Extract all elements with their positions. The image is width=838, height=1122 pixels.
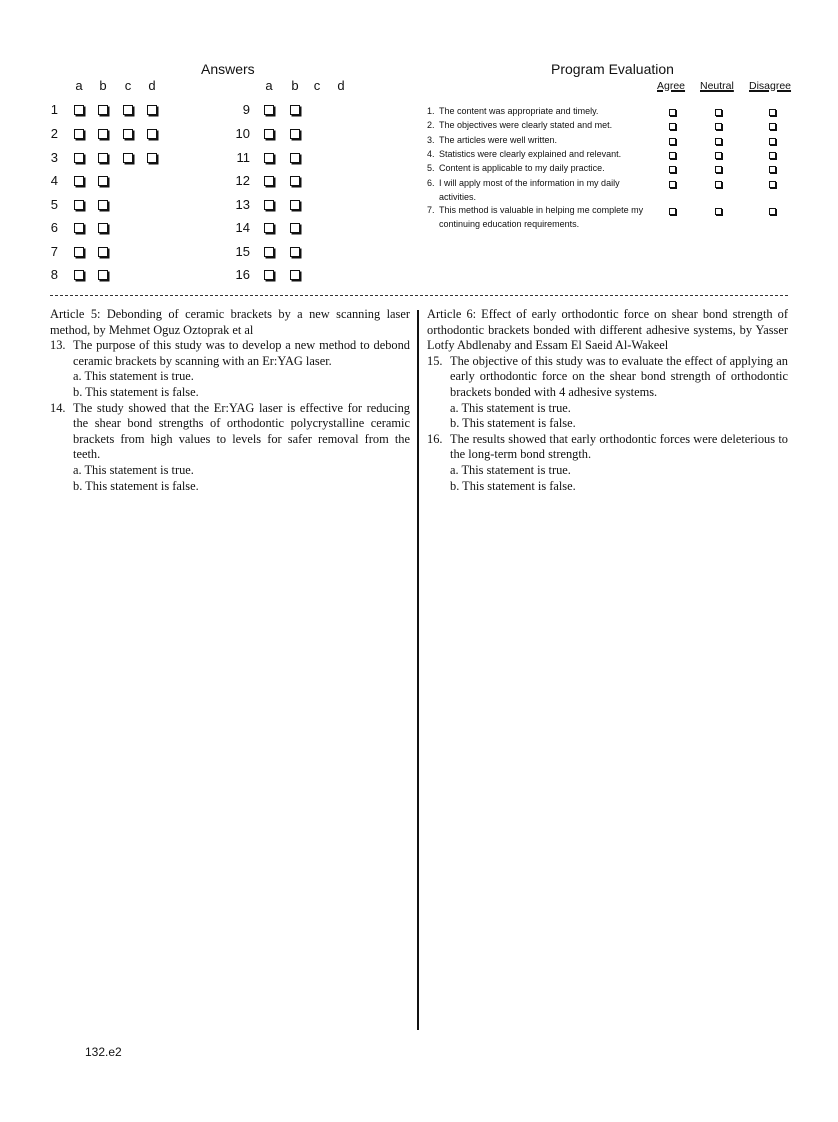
column-agree: Agree (657, 80, 686, 92)
question-text: The purpose of this study was to develop a new method to debond ceramic brackets by scanning with an Er:YAG laser. (73, 338, 410, 368)
answer-checkbox-1-d[interactable] (147, 105, 157, 115)
question-number: 12 (235, 173, 250, 188)
answer-checkbox-2-d[interactable] (147, 129, 157, 139)
column-letter-a: a (265, 78, 273, 93)
item-text: The objectives were clearly stated and met. (439, 120, 613, 130)
question-number: 2 (50, 126, 58, 141)
rating-checkbox-agree[interactable] (669, 138, 676, 145)
answer-checkbox-11-a[interactable] (264, 153, 274, 163)
answer-checkbox-12-a[interactable] (264, 176, 274, 186)
rating-checkbox-neutral[interactable] (715, 152, 722, 159)
answer-checkbox-2-a[interactable] (74, 129, 84, 139)
question-number: 5 (50, 197, 58, 212)
answers-title: Answers (201, 61, 255, 77)
dashed-divider (50, 295, 788, 296)
question-number: 3 (50, 150, 58, 165)
question-number: 7 (50, 244, 58, 259)
item-text: Statistics were clearly explained and relevant. (439, 149, 622, 159)
answer-checkbox-14-b[interactable] (290, 223, 300, 233)
answer-checkbox-4-a[interactable] (74, 176, 84, 186)
evaluation-item (427, 204, 657, 231)
question-text: The study showed that the Er:YAG laser is effective for reducing the shear bond strengths of orthodontic polycrystalline ceramic brackets from high values to levels for safer removal from the teeth. (73, 400, 410, 462)
question-number: 13 (235, 197, 250, 212)
column-neutral: Neutral (700, 80, 734, 92)
item-text: I will apply most of the information in my daily activities. (439, 178, 620, 202)
page-number: 132.e2 (85, 1045, 122, 1059)
answer-checkbox-1-a[interactable] (74, 105, 84, 115)
item-number: 1. (427, 106, 435, 116)
question-number: 9 (242, 102, 250, 117)
evaluation-item (427, 134, 657, 148)
item-number: 3. (427, 135, 435, 145)
evaluation-item (427, 177, 657, 204)
rating-checkbox-agree[interactable] (669, 123, 676, 130)
answer-checkbox-10-b[interactable] (290, 129, 300, 139)
answer-checkbox-16-a[interactable] (264, 270, 274, 280)
answer-checkbox-13-b[interactable] (290, 200, 300, 210)
answer-checkbox-7-b[interactable] (98, 247, 108, 257)
question-number: 14 (235, 220, 250, 235)
column-letter-d: d (148, 78, 156, 93)
question-number: 14. (50, 400, 66, 415)
question-number: 1 (50, 102, 58, 117)
answer-checkbox-8-a[interactable] (74, 270, 84, 280)
item-text: This method is valuable in helping me complete my continuing education requirements. (439, 205, 644, 229)
rating-checkbox-agree[interactable] (669, 152, 676, 159)
answer-checkbox-6-a[interactable] (74, 223, 84, 233)
column-letter-d: d (337, 78, 345, 93)
rating-checkbox-agree[interactable] (669, 109, 676, 116)
answer-checkbox-9-b[interactable] (290, 105, 300, 115)
question (427, 432, 788, 463)
item-text: Content is applicable to my daily practice. (439, 163, 605, 173)
rating-checkbox-neutral[interactable] (715, 109, 722, 116)
answer-checkbox-9-a[interactable] (264, 105, 274, 115)
rating-checkbox-neutral[interactable] (715, 123, 722, 130)
rating-checkbox-agree[interactable] (669, 166, 676, 173)
answer-checkbox-5-b[interactable] (98, 200, 108, 210)
article-heading: Article 5: Debonding of ceramic brackets by a new scanning laser method, by Mehmet Oguz Oztoprak et al (50, 307, 410, 337)
answer-checkbox-11-b[interactable] (290, 153, 300, 163)
rating-checkbox-disagree[interactable] (769, 123, 776, 130)
answer-option: b. This statement is false. (450, 416, 576, 431)
column-letter-a: a (75, 78, 83, 93)
rating-checkbox-disagree[interactable] (769, 208, 776, 215)
answer-checkbox-5-a[interactable] (74, 200, 84, 210)
answer-checkbox-3-c[interactable] (123, 153, 133, 163)
rating-checkbox-disagree[interactable] (769, 138, 776, 145)
answer-checkbox-1-b[interactable] (98, 105, 108, 115)
article-5 (50, 307, 410, 494)
answer-checkbox-3-b[interactable] (98, 153, 108, 163)
answer-option: b. This statement is false. (73, 478, 199, 493)
answer-checkbox-7-a[interactable] (74, 247, 84, 257)
answer-checkbox-2-b[interactable] (98, 129, 108, 139)
question-number: 15 (235, 244, 250, 259)
article-heading: Article 6: Effect of early orthodontic force on shear bond strength of orthodontic brackets bonded with different adhesive systems, by Yasser Lotfy Abdlenaby and Essam El Saeid Al-Wakeel (427, 307, 788, 353)
rating-checkbox-neutral[interactable] (715, 166, 722, 173)
question-text: The results showed that early orthodontic forces were deleterious to the long-term bond strength. (450, 431, 788, 462)
column-disagree: Disagree (749, 80, 792, 92)
answer-checkbox-3-d[interactable] (147, 153, 157, 163)
item-text: The content was appropriate and timely. (439, 106, 599, 116)
rating-checkbox-agree[interactable] (669, 208, 676, 215)
rating-checkbox-disagree[interactable] (769, 181, 776, 188)
question-number: 4 (50, 173, 58, 188)
column-letter-c: c (124, 78, 132, 93)
answer-checkbox-13-a[interactable] (264, 200, 274, 210)
question-text: The objective of this study was to evaluate the effect of applying an early orthodontic force on the shear bond strength of orthodontic brackets bonded with 4 adhesive systems. (450, 353, 788, 399)
question (50, 338, 410, 369)
column-letter-b: b (291, 78, 299, 93)
column-letter-b: b (99, 78, 107, 93)
item-number: 5. (427, 163, 435, 173)
answer-option: a. This statement is true. (450, 400, 571, 415)
item-text: The articles were well written. (439, 135, 558, 145)
question-number: 10 (235, 126, 250, 141)
answer-checkbox-12-b[interactable] (290, 176, 300, 186)
answer-checkbox-6-b[interactable] (98, 223, 108, 233)
answer-option: a. This statement is true. (73, 369, 194, 384)
answer-checkbox-14-a[interactable] (264, 223, 274, 233)
item-number: 7. (427, 205, 435, 215)
rating-checkbox-disagree[interactable] (769, 152, 776, 159)
rating-checkbox-disagree[interactable] (769, 166, 776, 173)
answer-checkbox-8-b[interactable] (98, 270, 108, 280)
rating-checkbox-neutral[interactable] (715, 181, 722, 188)
question-number: 8 (50, 267, 58, 282)
evaluation-item (427, 148, 657, 162)
answer-option: b. This statement is false. (450, 478, 576, 493)
evaluation-item (427, 162, 657, 176)
answer-checkbox-15-a[interactable] (264, 247, 274, 257)
rating-checkbox-disagree[interactable] (769, 109, 776, 116)
column-divider (417, 310, 419, 1030)
answer-checkbox-15-b[interactable] (290, 247, 300, 257)
question (427, 354, 788, 401)
question-number: 16. (427, 431, 443, 446)
rating-checkbox-agree[interactable] (669, 181, 676, 188)
rating-checkbox-neutral[interactable] (715, 208, 722, 215)
item-number: 2. (427, 120, 435, 130)
item-number: 6. (427, 178, 435, 188)
answer-option: a. This statement is true. (73, 462, 194, 477)
item-number: 4. (427, 149, 435, 159)
rating-checkbox-neutral[interactable] (715, 138, 722, 145)
column-letter-c: c (313, 78, 321, 93)
question-number: 6 (50, 220, 58, 235)
article-6 (427, 307, 788, 494)
answer-checkbox-1-c[interactable] (123, 105, 133, 115)
question (50, 401, 410, 463)
question-number: 15. (427, 353, 443, 368)
answer-option: b. This statement is false. (73, 384, 199, 399)
answer-option: a. This statement is true. (450, 462, 571, 477)
answer-checkbox-10-a[interactable] (264, 129, 274, 139)
answer-checkbox-4-b[interactable] (98, 176, 108, 186)
answer-checkbox-16-b[interactable] (290, 270, 300, 280)
question-number: 11 (236, 150, 250, 165)
evaluation-item (427, 119, 657, 133)
question-number: 16 (235, 267, 250, 282)
answer-checkbox-3-a[interactable] (74, 153, 84, 163)
question-number: 13. (50, 338, 66, 353)
evaluation-item (427, 105, 657, 119)
evaluation-title: Program Evaluation (551, 61, 674, 77)
answer-checkbox-2-c[interactable] (123, 129, 133, 139)
